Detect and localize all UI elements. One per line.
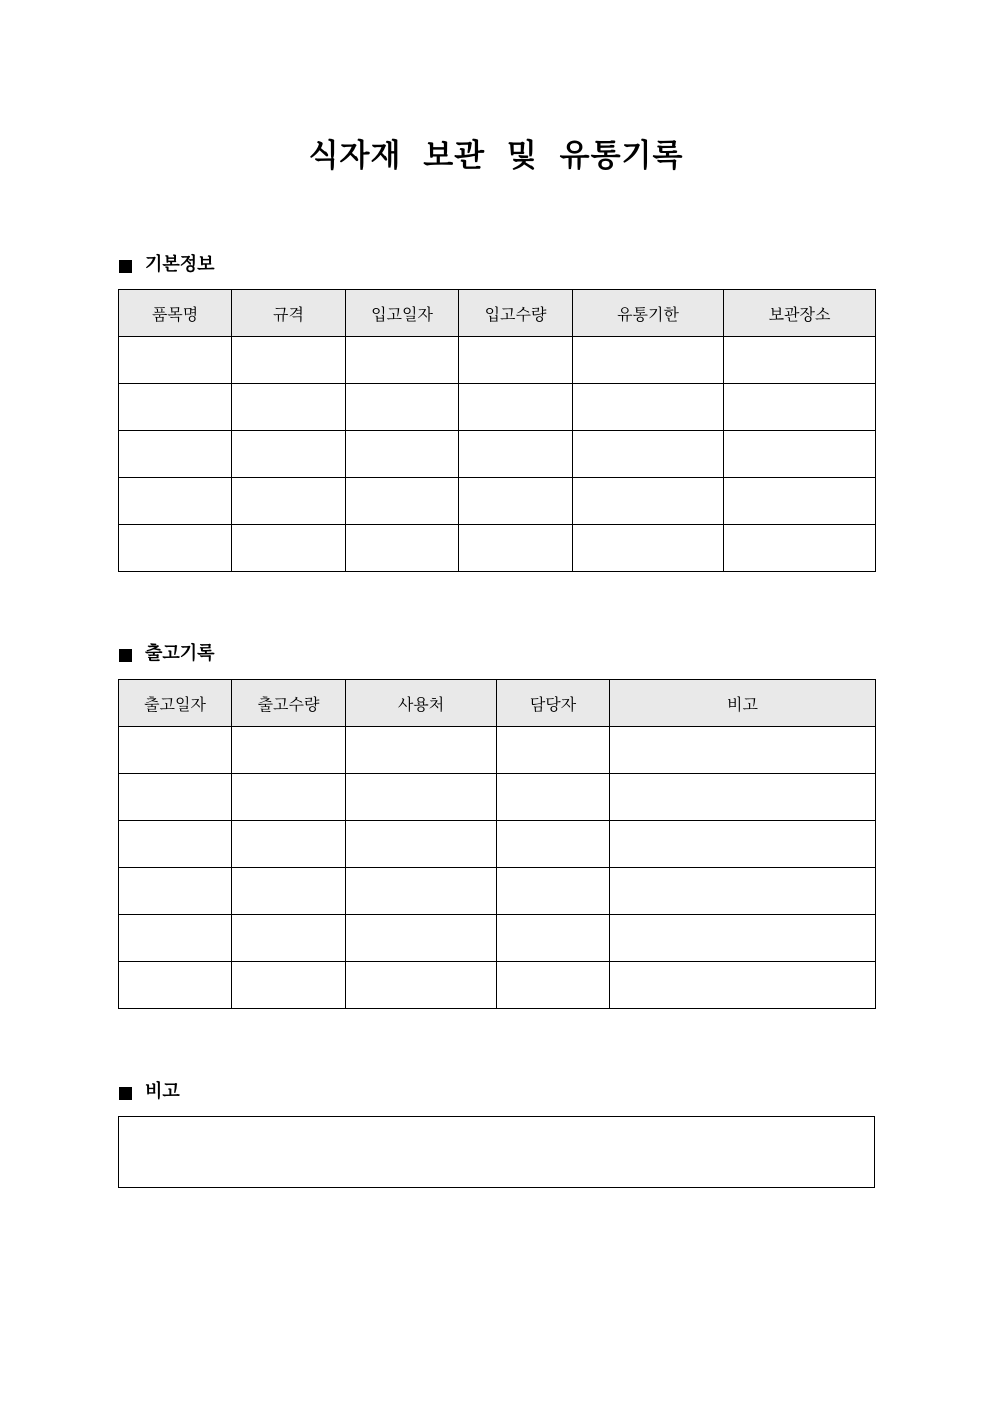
- table-cell[interactable]: [573, 431, 724, 478]
- square-bullet-icon: [119, 649, 132, 662]
- basic-info-rows: [119, 337, 876, 572]
- table-cell[interactable]: [610, 774, 876, 821]
- remarks-field[interactable]: [118, 1116, 875, 1188]
- table-cell[interactable]: [497, 962, 610, 1009]
- table-cell[interactable]: [119, 868, 232, 915]
- table-cell[interactable]: [232, 774, 346, 821]
- table-row: [119, 868, 876, 915]
- table-row: [119, 478, 876, 525]
- table-cell[interactable]: [346, 727, 497, 774]
- section-heading-basic-info: [119, 253, 215, 277]
- table-cell[interactable]: [459, 337, 573, 384]
- table-cell[interactable]: [497, 821, 610, 868]
- table-cell[interactable]: [232, 337, 346, 384]
- table-cell[interactable]: [232, 962, 346, 1009]
- table-cell[interactable]: [497, 915, 610, 962]
- column-header: 입고수량: [459, 290, 573, 337]
- table-cell[interactable]: [232, 915, 346, 962]
- table-cell[interactable]: [497, 868, 610, 915]
- table-cell[interactable]: [610, 962, 876, 1009]
- table-cell[interactable]: [119, 915, 232, 962]
- table-cell[interactable]: [346, 915, 497, 962]
- table-cell[interactable]: [497, 774, 610, 821]
- column-header: 규격: [232, 290, 346, 337]
- table-cell[interactable]: [573, 478, 724, 525]
- table-cell[interactable]: [610, 915, 876, 962]
- table-cell[interactable]: [346, 868, 497, 915]
- table-cell[interactable]: [119, 478, 232, 525]
- table-row: [119, 525, 876, 572]
- table-row: [119, 962, 876, 1009]
- section-heading-remarks: [119, 1080, 180, 1104]
- table-cell[interactable]: [119, 821, 232, 868]
- table-row: [119, 821, 876, 868]
- table-cell[interactable]: [610, 727, 876, 774]
- table-cell[interactable]: [346, 774, 497, 821]
- table-cell[interactable]: [724, 525, 876, 572]
- table-cell[interactable]: [459, 431, 573, 478]
- table-cell[interactable]: [119, 962, 232, 1009]
- column-header: 유통기한: [573, 290, 724, 337]
- column-header: 사용처: [346, 680, 497, 727]
- table-cell[interactable]: [232, 431, 346, 478]
- table-cell[interactable]: [346, 478, 459, 525]
- table-cell[interactable]: [459, 478, 573, 525]
- table-cell[interactable]: [119, 431, 232, 478]
- table-cell[interactable]: [232, 384, 346, 431]
- table-cell[interactable]: [610, 868, 876, 915]
- section-heading-release-record: [119, 642, 215, 666]
- table-cell[interactable]: [346, 962, 497, 1009]
- table-row: [119, 915, 876, 962]
- table-cell[interactable]: [610, 821, 876, 868]
- table-cell[interactable]: [573, 337, 724, 384]
- column-header: 담당자: [497, 680, 610, 727]
- table-row: [119, 727, 876, 774]
- table-cell[interactable]: [232, 868, 346, 915]
- basic-info-table: [118, 289, 876, 572]
- table-row: [119, 431, 876, 478]
- table-cell[interactable]: [346, 431, 459, 478]
- table-cell[interactable]: [724, 431, 876, 478]
- table-header-row: [119, 290, 876, 337]
- table-cell[interactable]: [573, 525, 724, 572]
- release-record-table: [118, 679, 876, 1009]
- table-row: [119, 384, 876, 431]
- table-cell[interactable]: [724, 337, 876, 384]
- column-header: 출고일자: [119, 680, 232, 727]
- table-cell[interactable]: [346, 525, 459, 572]
- table-cell[interactable]: [119, 384, 232, 431]
- table-cell[interactable]: [119, 525, 232, 572]
- square-bullet-icon: [119, 260, 132, 273]
- column-header: 보관장소: [724, 290, 876, 337]
- table-cell[interactable]: [232, 478, 346, 525]
- column-header: 출고수량: [232, 680, 346, 727]
- table-cell[interactable]: [119, 727, 232, 774]
- column-header: 비고: [610, 680, 876, 727]
- table-row: [119, 337, 876, 384]
- section-heading-label: 기본정보: [145, 254, 215, 275]
- table-cell[interactable]: [232, 525, 346, 572]
- table-cell[interactable]: [573, 384, 724, 431]
- table-header-row: [119, 680, 876, 727]
- table-cell[interactable]: [346, 337, 459, 384]
- table-cell[interactable]: [232, 727, 346, 774]
- square-bullet-icon: [119, 1087, 132, 1100]
- table-cell[interactable]: [346, 384, 459, 431]
- table-cell[interactable]: [724, 384, 876, 431]
- table-cell[interactable]: [497, 727, 610, 774]
- table-cell[interactable]: [119, 774, 232, 821]
- table-row: [119, 774, 876, 821]
- page-title: 식자재 보관 및 유통기록: [308, 138, 684, 174]
- table-cell[interactable]: [346, 821, 497, 868]
- column-header: 품목명: [119, 290, 232, 337]
- section-heading-label: 출고기록: [145, 643, 215, 664]
- table-cell[interactable]: [232, 821, 346, 868]
- table-cell[interactable]: [459, 525, 573, 572]
- section-heading-label: 비고: [145, 1081, 180, 1102]
- table-cell[interactable]: [459, 384, 573, 431]
- table-cell[interactable]: [724, 478, 876, 525]
- release-record-rows: [119, 727, 876, 1009]
- column-header: 입고일자: [346, 290, 459, 337]
- table-cell[interactable]: [119, 337, 232, 384]
